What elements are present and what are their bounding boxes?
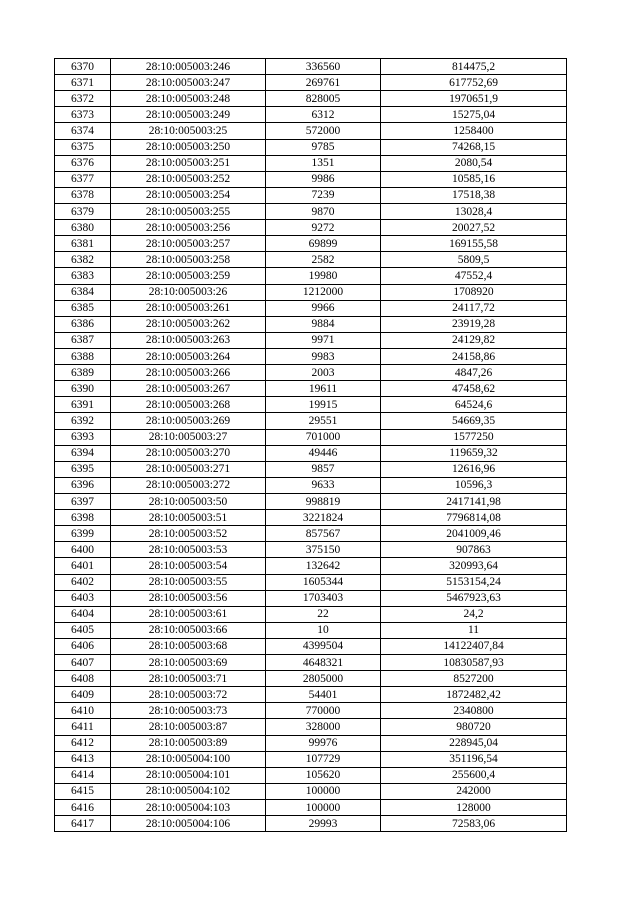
cadastral-number-cell: 28:10:005003:258 xyxy=(111,252,266,268)
row-number-cell: 6388 xyxy=(55,348,111,364)
area-cell: 105620 xyxy=(266,767,381,783)
area-cell: 572000 xyxy=(266,123,381,139)
area-cell: 1351 xyxy=(266,155,381,171)
area-cell: 2003 xyxy=(266,365,381,381)
area-cell: 29551 xyxy=(266,413,381,429)
area-cell: 9857 xyxy=(266,461,381,477)
area-cell: 54401 xyxy=(266,687,381,703)
cadastral-value-cell: 228945,04 xyxy=(381,735,567,751)
row-number-cell: 6403 xyxy=(55,590,111,606)
table-row xyxy=(55,719,567,735)
cadastral-number-cell: 28:10:005004:100 xyxy=(111,751,266,767)
cadastral-number-cell: 28:10:005003:87 xyxy=(111,719,266,735)
cadastral-value-cell: 2340800 xyxy=(381,703,567,719)
cadastral-number-cell: 28:10:005003:69 xyxy=(111,655,266,671)
table-row xyxy=(55,687,567,703)
area-cell: 4648321 xyxy=(266,655,381,671)
row-number-cell: 6409 xyxy=(55,687,111,703)
table-row xyxy=(55,381,567,397)
row-number-cell: 6411 xyxy=(55,719,111,735)
cadastral-number-cell: 28:10:005003:27 xyxy=(111,429,266,445)
cadastral-value-cell: 64524,6 xyxy=(381,397,567,413)
cadastral-number-cell: 28:10:005003:61 xyxy=(111,606,266,622)
row-number-cell: 6375 xyxy=(55,139,111,155)
row-number-cell: 6399 xyxy=(55,526,111,542)
row-number-cell: 6396 xyxy=(55,477,111,493)
cadastral-number-cell: 28:10:005003:251 xyxy=(111,155,266,171)
row-number-cell: 6392 xyxy=(55,413,111,429)
area-cell: 19611 xyxy=(266,381,381,397)
table-row xyxy=(55,783,567,799)
area-cell: 1703403 xyxy=(266,590,381,606)
row-number-cell: 6374 xyxy=(55,123,111,139)
cadastral-number-cell: 28:10:005003:267 xyxy=(111,381,266,397)
cadastral-number-cell: 28:10:005003:26 xyxy=(111,284,266,300)
cadastral-number-cell: 28:10:005003:52 xyxy=(111,526,266,542)
table-row xyxy=(55,767,567,783)
area-cell: 4399504 xyxy=(266,638,381,654)
cadastral-value-cell: 907863 xyxy=(381,542,567,558)
area-cell: 828005 xyxy=(266,91,381,107)
cadastral-number-cell: 28:10:005003:25 xyxy=(111,123,266,139)
table-row xyxy=(55,300,567,316)
cadastral-value-cell: 11 xyxy=(381,622,567,638)
row-number-cell: 6402 xyxy=(55,574,111,590)
row-number-cell: 6380 xyxy=(55,220,111,236)
cadastral-number-cell: 28:10:005003:247 xyxy=(111,75,266,91)
cadastral-number-cell: 28:10:005003:257 xyxy=(111,236,266,252)
table-row xyxy=(55,461,567,477)
area-cell: 6312 xyxy=(266,107,381,123)
row-number-cell: 6371 xyxy=(55,75,111,91)
cadastral-value-cell: 54669,35 xyxy=(381,413,567,429)
cadastral-value-cell: 23919,28 xyxy=(381,316,567,332)
cadastral-value-cell: 2080,54 xyxy=(381,155,567,171)
cadastral-value-cell: 12616,96 xyxy=(381,461,567,477)
cadastral-value-cell: 20027,52 xyxy=(381,220,567,236)
row-number-cell: 6389 xyxy=(55,365,111,381)
table-row xyxy=(55,542,567,558)
cadastral-value-cell: 814475,2 xyxy=(381,59,567,75)
cadastral-value-cell: 128000 xyxy=(381,800,567,816)
cadastral-registry-table xyxy=(54,58,567,832)
row-number-cell: 6401 xyxy=(55,558,111,574)
cadastral-number-cell: 28:10:005003:266 xyxy=(111,365,266,381)
area-cell: 1605344 xyxy=(266,574,381,590)
row-number-cell: 6381 xyxy=(55,236,111,252)
row-number-cell: 6410 xyxy=(55,703,111,719)
row-number-cell: 6387 xyxy=(55,332,111,348)
area-cell: 99976 xyxy=(266,735,381,751)
area-cell: 9785 xyxy=(266,139,381,155)
table-row xyxy=(55,800,567,816)
table-row xyxy=(55,316,567,332)
cadastral-number-cell: 28:10:005003:71 xyxy=(111,671,266,687)
table-row xyxy=(55,606,567,622)
row-number-cell: 6382 xyxy=(55,252,111,268)
area-cell: 29993 xyxy=(266,816,381,832)
cadastral-number-cell: 28:10:005003:53 xyxy=(111,542,266,558)
cadastral-number-cell: 28:10:005003:68 xyxy=(111,638,266,654)
row-number-cell: 6413 xyxy=(55,751,111,767)
table-row xyxy=(55,735,567,751)
cadastral-number-cell: 28:10:005003:50 xyxy=(111,493,266,509)
cadastral-number-cell: 28:10:005003:259 xyxy=(111,268,266,284)
cadastral-number-cell: 28:10:005003:264 xyxy=(111,348,266,364)
area-cell: 9986 xyxy=(266,171,381,187)
cadastral-value-cell: 255600,4 xyxy=(381,767,567,783)
cadastral-number-cell: 28:10:005004:101 xyxy=(111,767,266,783)
cadastral-value-cell: 17518,38 xyxy=(381,187,567,203)
row-number-cell: 6398 xyxy=(55,510,111,526)
cadastral-value-cell: 5467923,63 xyxy=(381,590,567,606)
row-number-cell: 6400 xyxy=(55,542,111,558)
row-number-cell: 6376 xyxy=(55,155,111,171)
cadastral-value-cell: 8527200 xyxy=(381,671,567,687)
table-row xyxy=(55,91,567,107)
area-cell: 9884 xyxy=(266,316,381,332)
table-row xyxy=(55,171,567,187)
area-cell: 9971 xyxy=(266,332,381,348)
cadastral-number-cell: 28:10:005003:271 xyxy=(111,461,266,477)
row-number-cell: 6406 xyxy=(55,638,111,654)
table-row xyxy=(55,590,567,606)
cadastral-value-cell: 980720 xyxy=(381,719,567,735)
table-row xyxy=(55,751,567,767)
cadastral-value-cell: 119659,32 xyxy=(381,445,567,461)
area-cell: 998819 xyxy=(266,493,381,509)
row-number-cell: 6370 xyxy=(55,59,111,75)
area-cell: 19915 xyxy=(266,397,381,413)
cadastral-value-cell: 2041009,46 xyxy=(381,526,567,542)
table-row xyxy=(55,348,567,364)
cadastral-number-cell: 28:10:005003:55 xyxy=(111,574,266,590)
table-body xyxy=(55,59,567,832)
table-row xyxy=(55,574,567,590)
cadastral-number-cell: 28:10:005003:270 xyxy=(111,445,266,461)
table-row xyxy=(55,622,567,638)
cadastral-number-cell: 28:10:005003:252 xyxy=(111,171,266,187)
cadastral-value-cell: 47552,4 xyxy=(381,268,567,284)
area-cell: 9870 xyxy=(266,203,381,219)
cadastral-value-cell: 72583,06 xyxy=(381,816,567,832)
cadastral-number-cell: 28:10:005003:254 xyxy=(111,187,266,203)
cadastral-value-cell: 13028,4 xyxy=(381,203,567,219)
cadastral-value-cell: 2417141,98 xyxy=(381,493,567,509)
area-cell: 857567 xyxy=(266,526,381,542)
cadastral-number-cell: 28:10:005003:272 xyxy=(111,477,266,493)
cadastral-number-cell: 28:10:005003:73 xyxy=(111,703,266,719)
table-row xyxy=(55,816,567,832)
area-cell: 132642 xyxy=(266,558,381,574)
table-row xyxy=(55,365,567,381)
table-row xyxy=(55,252,567,268)
row-number-cell: 6408 xyxy=(55,671,111,687)
cadastral-value-cell: 1258400 xyxy=(381,123,567,139)
cadastral-number-cell: 28:10:005003:249 xyxy=(111,107,266,123)
cadastral-number-cell: 28:10:005003:72 xyxy=(111,687,266,703)
table-row xyxy=(55,477,567,493)
cadastral-number-cell: 28:10:005003:56 xyxy=(111,590,266,606)
row-number-cell: 6397 xyxy=(55,493,111,509)
cadastral-value-cell: 320993,64 xyxy=(381,558,567,574)
area-cell: 2805000 xyxy=(266,671,381,687)
row-number-cell: 6404 xyxy=(55,606,111,622)
table-row xyxy=(55,187,567,203)
cadastral-number-cell: 28:10:005003:248 xyxy=(111,91,266,107)
row-number-cell: 6416 xyxy=(55,800,111,816)
cadastral-value-cell: 24158,86 xyxy=(381,348,567,364)
table-row xyxy=(55,75,567,91)
cadastral-value-cell: 24,2 xyxy=(381,606,567,622)
table-row xyxy=(55,429,567,445)
cadastral-number-cell: 28:10:005003:262 xyxy=(111,316,266,332)
row-number-cell: 6385 xyxy=(55,300,111,316)
cadastral-value-cell: 47458,62 xyxy=(381,381,567,397)
area-cell: 100000 xyxy=(266,800,381,816)
area-cell: 10 xyxy=(266,622,381,638)
row-number-cell: 6386 xyxy=(55,316,111,332)
table-row xyxy=(55,155,567,171)
table-row xyxy=(55,332,567,348)
table-row xyxy=(55,107,567,123)
row-number-cell: 6405 xyxy=(55,622,111,638)
cadastral-value-cell: 24129,82 xyxy=(381,332,567,348)
cadastral-value-cell: 7796814,08 xyxy=(381,510,567,526)
area-cell: 336560 xyxy=(266,59,381,75)
row-number-cell: 6379 xyxy=(55,203,111,219)
cadastral-value-cell: 4847,26 xyxy=(381,365,567,381)
area-cell: 9633 xyxy=(266,477,381,493)
cadastral-value-cell: 617752,69 xyxy=(381,75,567,91)
cadastral-number-cell: 28:10:005004:102 xyxy=(111,783,266,799)
row-number-cell: 6395 xyxy=(55,461,111,477)
area-cell: 107729 xyxy=(266,751,381,767)
row-number-cell: 6415 xyxy=(55,783,111,799)
cadastral-number-cell: 28:10:005003:256 xyxy=(111,220,266,236)
cadastral-value-cell: 1577250 xyxy=(381,429,567,445)
row-number-cell: 6391 xyxy=(55,397,111,413)
cadastral-number-cell: 28:10:005003:268 xyxy=(111,397,266,413)
row-number-cell: 6412 xyxy=(55,735,111,751)
table-row xyxy=(55,123,567,139)
cadastral-number-cell: 28:10:005003:89 xyxy=(111,735,266,751)
table-row xyxy=(55,510,567,526)
cadastral-value-cell: 10585,16 xyxy=(381,171,567,187)
row-number-cell: 6378 xyxy=(55,187,111,203)
row-number-cell: 6383 xyxy=(55,268,111,284)
cadastral-value-cell: 1970651,9 xyxy=(381,91,567,107)
table-row xyxy=(55,671,567,687)
table-row xyxy=(55,493,567,509)
cadastral-value-cell: 169155,58 xyxy=(381,236,567,252)
area-cell: 69899 xyxy=(266,236,381,252)
area-cell: 22 xyxy=(266,606,381,622)
table-row xyxy=(55,638,567,654)
area-cell: 269761 xyxy=(266,75,381,91)
area-cell: 100000 xyxy=(266,783,381,799)
table-row xyxy=(55,220,567,236)
cadastral-number-cell: 28:10:005003:54 xyxy=(111,558,266,574)
table-row xyxy=(55,139,567,155)
row-number-cell: 6390 xyxy=(55,381,111,397)
area-cell: 9272 xyxy=(266,220,381,236)
area-cell: 3221824 xyxy=(266,510,381,526)
row-number-cell: 6394 xyxy=(55,445,111,461)
row-number-cell: 6414 xyxy=(55,767,111,783)
area-cell: 7239 xyxy=(266,187,381,203)
cadastral-number-cell: 28:10:005003:263 xyxy=(111,332,266,348)
area-cell: 49446 xyxy=(266,445,381,461)
area-cell: 9983 xyxy=(266,348,381,364)
cadastral-value-cell: 1872482,42 xyxy=(381,687,567,703)
cadastral-value-cell: 10830587,93 xyxy=(381,655,567,671)
table-row xyxy=(55,268,567,284)
table-row xyxy=(55,558,567,574)
row-number-cell: 6407 xyxy=(55,655,111,671)
table-row xyxy=(55,445,567,461)
table-row xyxy=(55,397,567,413)
table-row xyxy=(55,203,567,219)
row-number-cell: 6417 xyxy=(55,816,111,832)
area-cell: 1212000 xyxy=(266,284,381,300)
cadastral-value-cell: 24117,72 xyxy=(381,300,567,316)
cadastral-value-cell: 10596,3 xyxy=(381,477,567,493)
cadastral-value-cell: 15275,04 xyxy=(381,107,567,123)
row-number-cell: 6373 xyxy=(55,107,111,123)
table-row xyxy=(55,59,567,75)
cadastral-number-cell: 28:10:005003:261 xyxy=(111,300,266,316)
area-cell: 9966 xyxy=(266,300,381,316)
row-number-cell: 6393 xyxy=(55,429,111,445)
cadastral-value-cell: 74268,15 xyxy=(381,139,567,155)
cadastral-number-cell: 28:10:005003:255 xyxy=(111,203,266,219)
area-cell: 2582 xyxy=(266,252,381,268)
cadastral-number-cell: 28:10:005004:106 xyxy=(111,816,266,832)
cadastral-value-cell: 351196,54 xyxy=(381,751,567,767)
table-row xyxy=(55,236,567,252)
cadastral-number-cell: 28:10:005003:269 xyxy=(111,413,266,429)
cadastral-value-cell: 1708920 xyxy=(381,284,567,300)
table-row xyxy=(55,655,567,671)
area-cell: 770000 xyxy=(266,703,381,719)
area-cell: 19980 xyxy=(266,268,381,284)
table-row xyxy=(55,284,567,300)
table-row xyxy=(55,413,567,429)
cadastral-number-cell: 28:10:005003:66 xyxy=(111,622,266,638)
cadastral-number-cell: 28:10:005003:51 xyxy=(111,510,266,526)
table-row xyxy=(55,703,567,719)
cadastral-number-cell: 28:10:005004:103 xyxy=(111,800,266,816)
row-number-cell: 6384 xyxy=(55,284,111,300)
area-cell: 701000 xyxy=(266,429,381,445)
cadastral-value-cell: 242000 xyxy=(381,783,567,799)
row-number-cell: 6372 xyxy=(55,91,111,107)
area-cell: 328000 xyxy=(266,719,381,735)
row-number-cell: 6377 xyxy=(55,171,111,187)
cadastral-value-cell: 5153154,24 xyxy=(381,574,567,590)
cadastral-value-cell: 14122407,84 xyxy=(381,638,567,654)
table-row xyxy=(55,526,567,542)
cadastral-number-cell: 28:10:005003:246 xyxy=(111,59,266,75)
cadastral-value-cell: 5809,5 xyxy=(381,252,567,268)
area-cell: 375150 xyxy=(266,542,381,558)
cadastral-number-cell: 28:10:005003:250 xyxy=(111,139,266,155)
